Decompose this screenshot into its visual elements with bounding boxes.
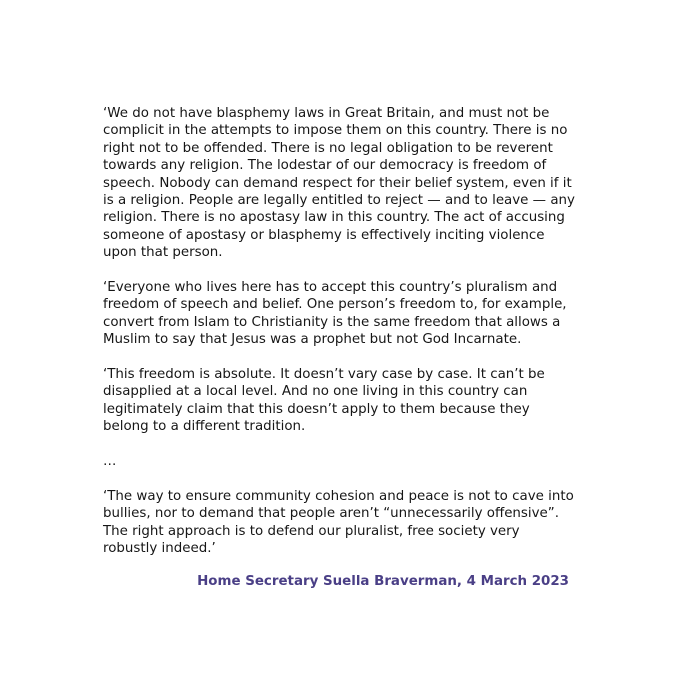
quote-paragraph-2: ‘Everyone who lives here has to accept this country’s pluralism and freedom of speech and belief. One person’s freedom to, for example, convert from Islam to Christianity is the same freedom that allows a Muslim to say that Jesus was a prophet but not God Incarnate. (103, 280, 567, 348)
quote-paragraph-4: ‘The way to ensure community cohesion and peace is not to cave into bullies, nor to demand that people aren’t “unnecessarily offensive”. The right approach is to defend our pluralist, free society very robustly indeed.’ (103, 488, 574, 557)
quote-block (103, 105, 575, 575)
quote-attribution: Home Secretary Suella Braverman, 4 March 2023 (197, 574, 569, 589)
quote-ellipsis: … (103, 454, 117, 470)
quote-paragraph-1: ‘We do not have blasphemy laws in Great Britain, and must not be complicit in the attempts to impose them on this country. There is no right not to be offended. There is no legal obligation to be reverent towards any religion. The lodestar of our democracy is freedom of speech. Nobody can demand respect for their belief system, even if it is a religion. People are legally entitled to reject — and to leave — any religion. There is no apostasy law in this country. The act of accusing someone of apostasy or blasphemy is effectively inciting violence upon that person. (103, 106, 575, 261)
quote-paragraph-3: ‘This freedom is absolute. It doesn’t vary case by case. It can’t be disapplied at a local level. And no one living in this country can legitimately claim that this doesn’t apply to them because they belong to a different tradition. (103, 367, 545, 435)
